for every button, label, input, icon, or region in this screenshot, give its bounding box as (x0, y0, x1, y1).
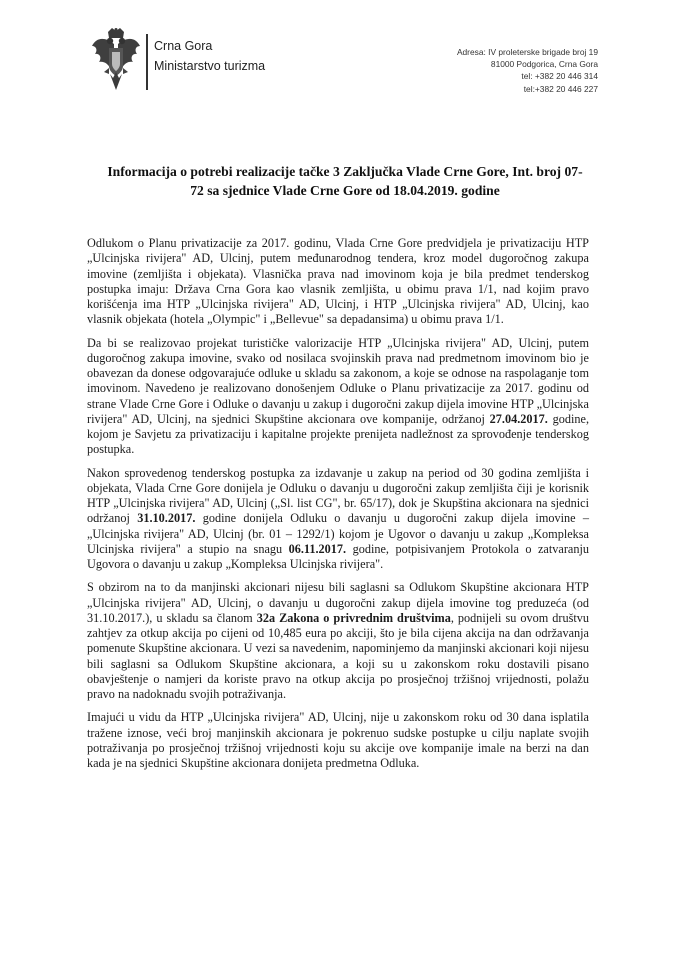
organization-name (154, 36, 265, 76)
document-body (87, 236, 589, 771)
org-ministry: Ministarstvo turizma (154, 59, 266, 73)
header-divider (146, 34, 148, 90)
paragraph-4-law: 32a Zakona o privrednim društvima (256, 610, 451, 625)
paragraph-3-text-a: Nakon sprovedenog tenderskog postupka za izdavanje u zakup na period od 30 godina zemljišta i objekata, Vlada Crne Gore donijela je Odluku o davanju u dugoročni zakup zemljišta čiji je korisnik HTP „Ulcinjska rivijera" AD, Ulcinj („Sl. list CG", br. 65/17), dok je Skupština akcionara na sjednici održanoj (87, 465, 589, 526)
address-block (457, 46, 598, 95)
paragraph-4-text-b: , podnijeli su ovom društvu zahtjev za otkup akcija po cijeni od 10,485 eura po akciji, što je bila cijena akcija na dan održavanja pomenute Skupštine akcionara. U vezi sa navedenim, napominjemo da manjinski akcionari koji nijesu bili saglasni sa Odlukom Skupštine akcionara, a koji su u zakonskom roku dostavili pisano obavještenje o namjeri da koriste pravo na otkup akcija po prosječnoj tržišnoj vrijednosti, polažu pravo na nadoknadu svojih potraživanja. (87, 610, 589, 701)
paragraph-5: Imajući u vidu da HTP „Ulcinjska rivijera" AD, Ulcinj, nije u zakonskom roku od 30 dana isplatila tražene iznose, veći broj manjinskih akcionara je pokrenuo sudske postupke u cilju naplate svojih potraživanja po prosječnoj tržišnoj vrijednosti koju su akcije ove kompanije imale na berzi na dan kada je na sjednici Skupštine akcionara donijeta predmetna Odluka. (87, 710, 589, 770)
paragraph-1: Odlukom o Planu privatizacije za 2017. godinu, Vlada Crne Gore predvidjela je privatizaciju HTP „Ulcinjska rivijera" AD, Ulcinj, putem međunarodnog tendera, kroz model dugoročnog zakupa imovine (zemljišta i objekata). Vlasnička prava nad imovinom koja je bila predmet tenderskog postupka imaju: Država Crna Gora kao vlasnik zemljišta, u obimu prava 1/1, nad kojim pravo korišćenja ima HTP „Ulcinjska rivijera" AD, Ulcinj, i HTP „Ulcinjska rivijera" AD, Ulcinj, kao vlasnik objekata (hotela „Olympic" i „Bellevue" sa depadansima) u obimu prava 1/1. (87, 236, 589, 327)
paragraph-3-date-1: 31.10.2017. (137, 511, 196, 526)
coat-of-arms-icon (90, 28, 142, 94)
org-country: Crna Gora (154, 39, 213, 53)
paragraph-3-text-c: godine, potpisivanjem Protokola o zatvaranju Ugovora o davanju u zakup „Kompleksa Ulcinjska rivijera". (87, 541, 590, 571)
address-city: 81000 Podgorica, Crna Gora (490, 59, 598, 70)
address-phone-1: tel: +382 20 446 314 (521, 71, 598, 82)
document-title (105, 162, 585, 200)
address-phone-2: tel:+382 20 446 227 (523, 83, 598, 94)
paragraph-2-text-a: Da bi se realizovao projekat turističke valorizacije HTP „Ulcinjska rivijera" AD, Ulcinj, putem dugoročnog zakupa imovine, svako od nosilaca svojinskih prava nad predmetnom imovinom bio je obavezan da donese odgovarajuće odluke u skladu sa zakonom, a koje se odnose na raspolaganje tom imovinom. Navedeno je realizovano donošenjem Odluke o Planu privatizacije za 2017. godinu od strane Vlade Crne Gore i Odluke o davanju u zakup i dugoročni zakup dijela imovine HTP „Ulcinjska rivijera" AD, Ulcinj, na sjednici Skupštine akcionara ove kompanije, održanoj (87, 335, 589, 426)
paragraph-4 (87, 580, 589, 702)
letterhead (90, 28, 598, 108)
paragraph-3-text-b: godine donijela Odluku o davanju u dugoročni zakup dijela imovine – „Ulcinjska rivijera" AD, Ulcinj (br. 01 – 1292/1) kojom je Ugovor o davanju u zakup „Kompleksa Ulcinjska rivijera" a stupio na snagu (87, 511, 590, 556)
title-line-2: 72 sa sjednice Vlade Crne Gore od 18.04.2019. godine (190, 183, 500, 198)
title-line-1: Informacija o potrebi realizacije tačke 3 Zaključka Vlade Crne Gore, Int. broj 07- (107, 164, 583, 179)
address-street: Adresa: IV proleterske brigade broj 19 (456, 47, 598, 57)
paragraph-3-date-2: 06.11.2017. (288, 541, 347, 556)
paragraph-2-text-b: godine, kojom je Savjetu za privatizaciju i kapitalne projekte prenijeta nadležnost za sprovođenje tenderskog postupka. (87, 411, 590, 457)
paragraph-2 (87, 336, 589, 458)
paragraph-4-text-a: S obzirom na to da manjinski akcionari nijesu bili saglasni sa Odlukom Skupštine akcionara HTP „Ulcinjska rivijera" AD, Ulcinj, o davanju u dugoročni zakup dijela imovine tog preduzeća (od 31.10.2017.), u skladu sa članom (87, 580, 589, 625)
paragraph-3 (87, 466, 589, 573)
paragraph-2-date: 27.04.2017. (489, 411, 548, 426)
